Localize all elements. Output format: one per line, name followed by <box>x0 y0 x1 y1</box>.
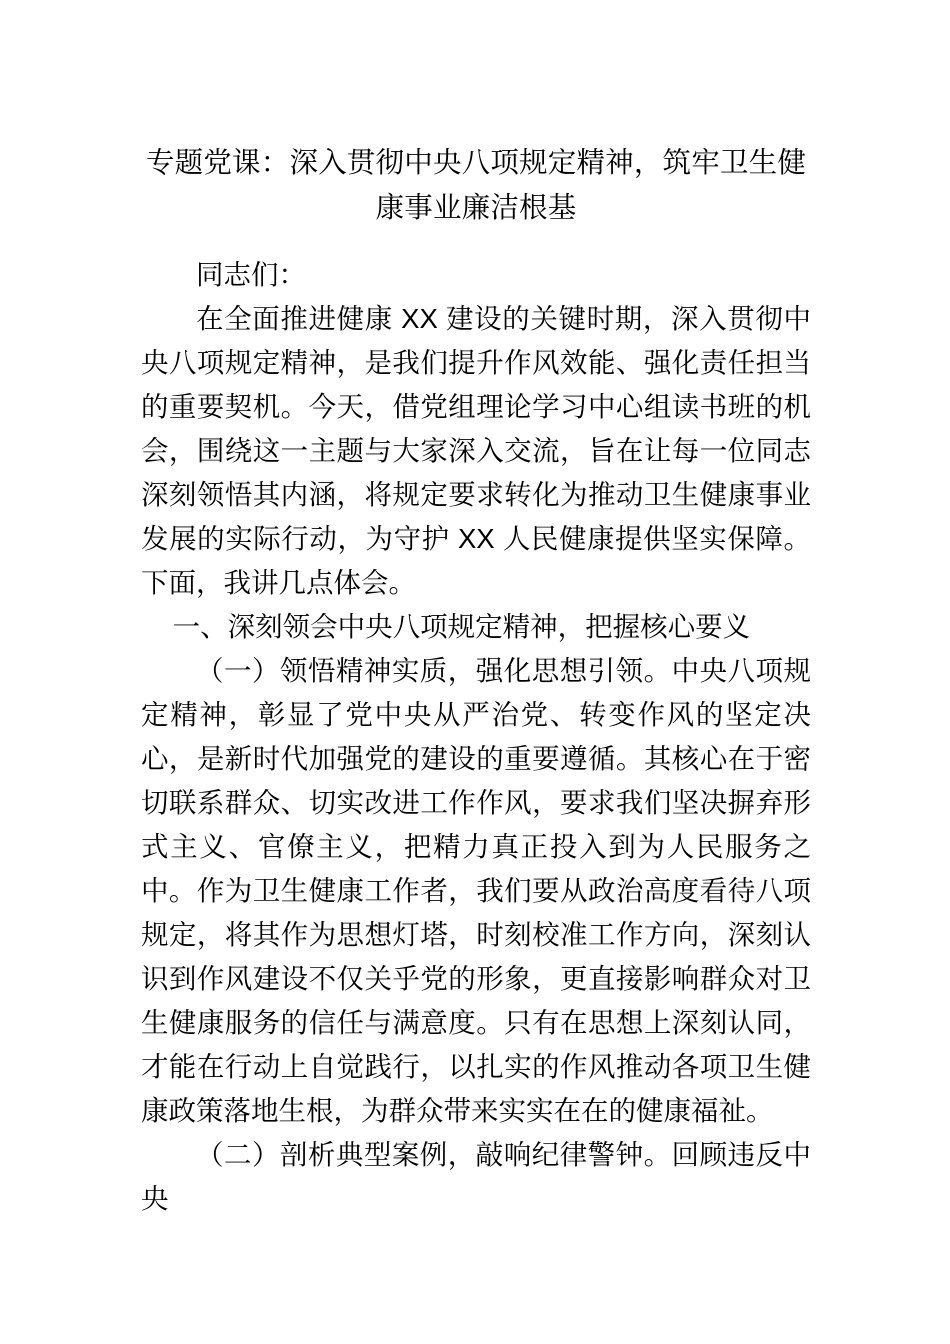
subsection-one-one: （一）领悟精神实质，强化思想引领。中央八项规定精神，彰显了党中央从严治党、转变作风的坚定决心，是新时代加强党的建设的重要遵循。其核心在于密切联系群众、切实改进工作作风，要求我们坚决摒弃形式主义、官僚主义，把精力真正投入到为人民服务之中。作为卫生健康工作者，我们要从政治高度看待八项规定，将其作为思想灯塔，时刻校准工作方向，深刻认识到作风建设不仅关乎党的形象，更直接影响群众对卫生健康服务的信任与满意度。只有在思想上深刻认同，才能在行动上自觉践行，以扎实的作风推动各项卫生健康政策落地生根，为群众带来实实在在的健康福祉。 <box>141 655 811 1126</box>
paragraph-opening: 在全面推进健康 XX 建设的关键时期，深入贯彻中央八项规定精神，是我们提升作风效能、强化责任担当的重要契机。今天，借党组理论学习中心组读书班的机会，围绕这一主题与大家深入交流，旨在让每一位同志深刻领悟其内涵，将规定要求转化为推动卫生健康事业发展的实际行动，为守护 XX 人民健康提供坚实保障。下面，我讲几点体会。 <box>141 303 811 598</box>
salutation: 同志们： <box>196 259 306 290</box>
page-title: 专题党课：深入贯彻中央八项规定精神，筑牢卫生健康事业廉洁根基 <box>145 147 807 224</box>
title-body-spacer <box>141 231 811 253</box>
subsection-one-two: （二）剖析典型案例，敲响纪律警钟。回顾违反中央 <box>141 1139 811 1214</box>
document-content <box>141 0 811 1221</box>
section-heading-one: 一、深刻领会中央八项规定精神，把握核心要义 <box>172 611 751 642</box>
